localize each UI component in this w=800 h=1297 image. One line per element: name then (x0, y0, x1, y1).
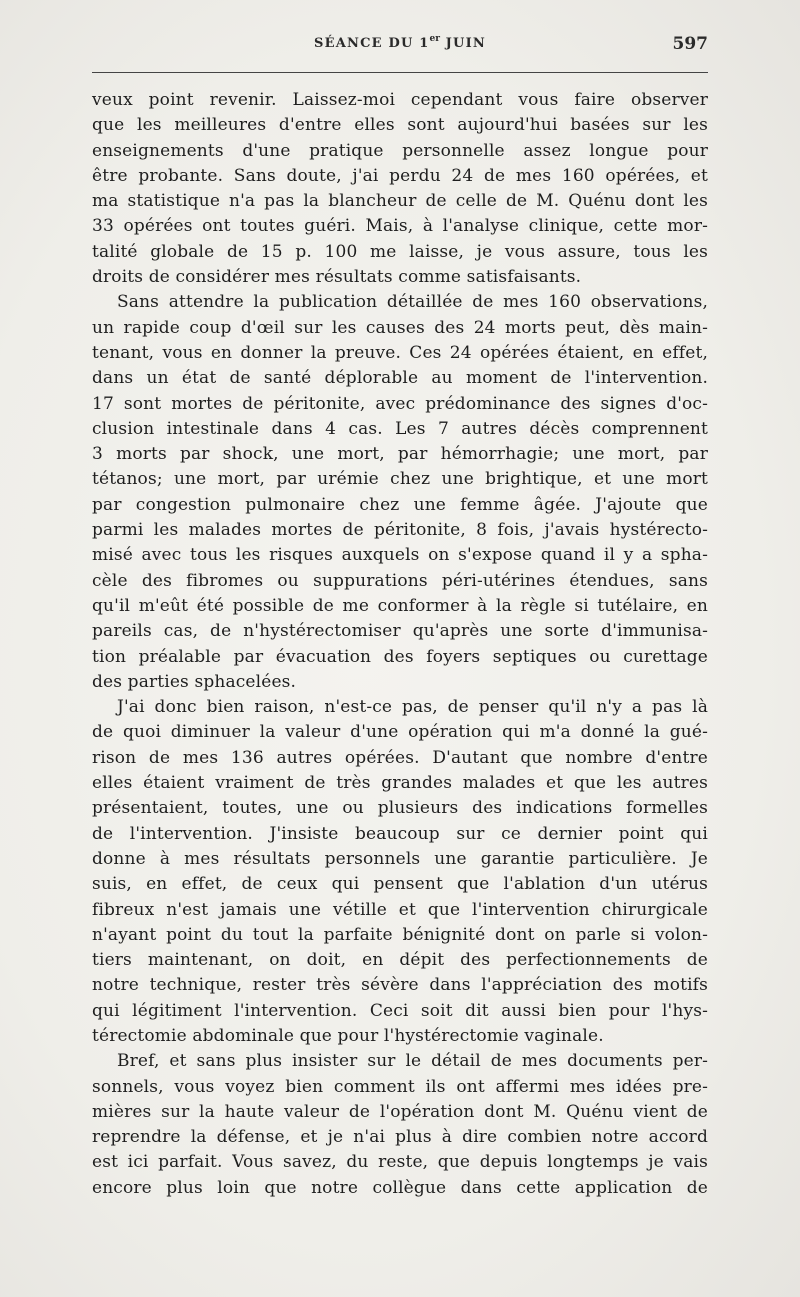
text-line: tétanos; une mort, par urémie chez une brightique, et une mort (92, 469, 708, 490)
text-line: ma statistique n'a pas la blancheur de celle de M. Quénu dont les (92, 191, 708, 212)
text-line: tenant, vous en donner la preuve. Ces 24 opérées étaient, en effet, (92, 342, 708, 363)
text-line: 3 morts par shock, une mort, par hémorrhagie; une mort, par (92, 444, 708, 465)
text-line: talité globale de 15 p. 100 me laisse, je vous assure, tous les (92, 241, 708, 262)
running-title-month: JUIN (439, 36, 486, 51)
text-line: 33 opérées ont toutes guéri. Mais, à l'analyse clinique, cette mor- (92, 216, 708, 237)
text-line: Sans attendre la publication détaillée de mes 160 observations, (117, 292, 708, 313)
text-line: des parties sphacelées. (92, 671, 297, 692)
text-line: par congestion pulmonaire chez une femme âgée. J'ajoute que (92, 494, 708, 515)
text-line: veux point revenir. Laissez-moi cependant vous faire observer (92, 90, 708, 110)
text-line: notre technique, rester très sévère dans l'appréciation des motifs (92, 975, 708, 996)
text-line: n'ayant point du tout la parfaite bénignité dont on parle si volon- (92, 924, 708, 945)
text-line: J'ai donc bien raison, n'est-ce pas, de penser qu'il n'y a pas là (117, 697, 708, 718)
text-line: sonnels, vous voyez bien comment ils ont affermi mes idées pre- (92, 1076, 708, 1097)
text-line: tion préalable par évacuation des foyers septiques ou curettage (92, 646, 708, 667)
text-line: tiers maintenant, on doit, en dépit des perfectionnements de (92, 950, 708, 971)
text-line: fibreux n'est jamais une vétille et que l'intervention chirurgicale (92, 899, 708, 920)
text-line: rison de mes 136 autres opérées. D'autant que nombre d'entre (92, 747, 708, 768)
text-line: présentaient, toutes, une ou plusieurs des indications formelles (92, 798, 708, 819)
text-line: 17 sont mortes de péritonite, avec prédominance des signes d'oc- (92, 393, 708, 414)
text-line: mières sur la haute valeur de l'opération dont M. Quénu vient de (92, 1101, 708, 1122)
text-line: misé avec tous les risques auxquels on s'expose quand il y a spha- (92, 545, 708, 566)
text-line: de quoi diminuer la valeur d'une opération qui m'a donné la gué- (92, 722, 708, 743)
text-line: parmi les malades mortes de péritonite, 8 fois, j'avais hystérecto- (92, 520, 708, 541)
running-title (92, 36, 708, 51)
text-line: suis, en effet, de ceux qui pensent que l'ablation d'un utérus (92, 874, 708, 895)
text-line: droits de considérer mes résultats comme satisfaisants. (92, 267, 582, 288)
running-title-text: SÉANCE DU 1 (314, 36, 430, 51)
text-line: un rapide coup d'œil sur les causes des 24 morts peut, dès main- (92, 317, 708, 338)
text-line: Bref, et sans plus insister sur le détail de mes documents per- (117, 1051, 708, 1072)
text-line: enseignements d'une pratique personnelle assez longue pour (92, 140, 708, 161)
page-number: 597 (672, 34, 708, 54)
text-line: donne à mes résultats personnels une garantie particulière. Je (92, 848, 708, 869)
text-line: cèle des fibromes ou suppurations péri-utérines étendues, sans (92, 570, 708, 591)
text-line: reprendre la défense, et je n'ai plus à dire combien notre accord (92, 1127, 708, 1148)
text-line: térectomie abdominale que pour l'hystérectomie vaginale. (92, 1025, 604, 1046)
text-line: clusion intestinale dans 4 cas. Les 7 autres décès comprennent (92, 418, 708, 439)
page-header (92, 34, 708, 58)
text-line: est ici parfait. Vous savez, du reste, que depuis longtemps je vais (92, 1152, 708, 1173)
text-line: que les meilleures d'entre elles sont aujourd'hui basées sur les (92, 115, 708, 136)
text-line: de l'intervention. J'insiste beaucoup sur ce dernier point qui (92, 823, 708, 844)
text-line: dans un état de santé déplorable au moment de l'intervention. (92, 368, 708, 389)
text-line: pareils cas, de n'hystérectomiser qu'après une sorte d'immunisa- (92, 621, 708, 642)
text-line: qu'il m'eût été possible de me conformer à la règle si tutélaire, en (92, 595, 708, 616)
text-line: elles étaient vraiment de très grandes malades et que les autres (92, 773, 708, 794)
running-title-superscript: er (429, 34, 440, 44)
header-rule (92, 72, 708, 73)
text-line: encore plus loin que notre collègue dans cette application de (92, 1177, 708, 1198)
text-line: qui légitiment l'intervention. Ceci soit dit aussi bien pour l'hys- (92, 1000, 708, 1021)
text-line: être probante. Sans doute, j'ai perdu 24 de mes 160 opérées, et (92, 165, 708, 186)
body-text (92, 88, 708, 1201)
